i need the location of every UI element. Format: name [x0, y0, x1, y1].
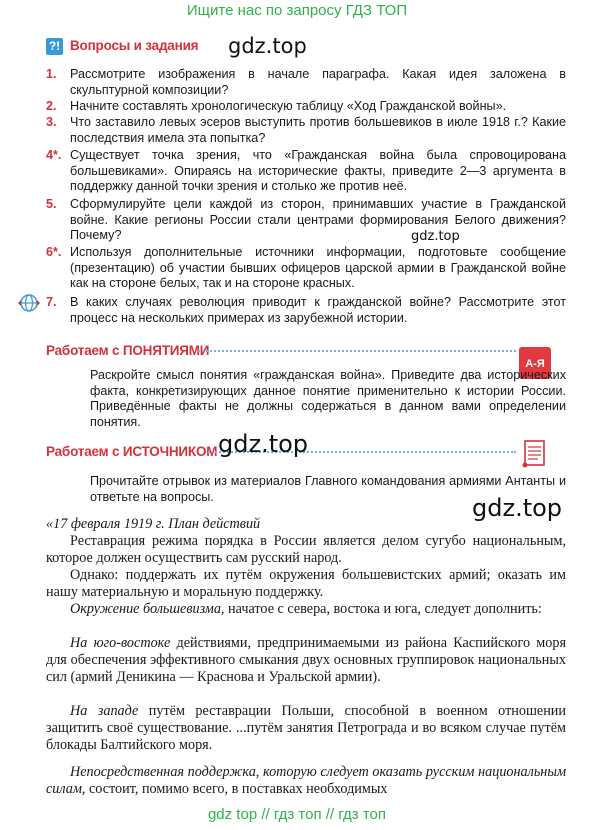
- bottom-banner: gdz top // гдз топ // гдз топ: [207, 806, 387, 823]
- source-paragraph-text: Реставрация режима порядка в России является делом сугубо национальным, которое должен осуществить сам русский народ.: [46, 533, 566, 566]
- source-paragraph-2: [46, 567, 566, 601]
- source-paragraph-text: начатое с севера, востока и юга, следует дополнить:: [224, 601, 542, 617]
- question-2: [46, 99, 566, 115]
- question-number: 4*.: [46, 148, 62, 162]
- concepts-title-prefix: Работаем с: [46, 343, 120, 358]
- source-italic-lead: На юго-востоке: [70, 635, 171, 651]
- question-number: 7.: [46, 295, 57, 309]
- source-italic-lead: На западе: [70, 703, 139, 719]
- source-italic-lead: Непосредственная поддержка, которую следует оказать русским национальным силам,: [46, 764, 566, 797]
- question-number: 6*.: [46, 245, 62, 259]
- question-6: [46, 245, 566, 292]
- concepts-divider: [198, 350, 516, 352]
- watermark-3: gdz.top: [218, 430, 309, 458]
- question-text: Существует точка зрения, что «Гражданская война была спровоцирована большевиками». Опираясь на исторические факты, приведите 2—3 аргумента в поддержку данной точки зрения и столько же против неё.: [70, 148, 566, 194]
- source-title-prefix: Работаем с: [46, 444, 120, 459]
- watermark-1: gdz.top: [228, 34, 307, 58]
- question-text: Что заставило левых эсеров выступить против большевиков в июле 1918 г.? Какие последствия имела эта попытка?: [70, 115, 566, 145]
- question-text: Сформулируйте цели каждой из сторон, принимавших участие в Гражданской войне. Какие регионы России стали центрами формирования Белого движения? Почему?: [70, 197, 566, 243]
- question-4: [46, 148, 566, 195]
- question-number: 1.: [46, 67, 57, 81]
- question-text: Рассмотрите изображения в начале параграфа. Какая идея заложена в скульптурной композиции?: [70, 67, 566, 97]
- source-paragraph-text: Однако: поддержать их путём окружения большевистских армий; оказать им нашу материальную и моральную поддержку.: [46, 567, 566, 600]
- source-paragraph-text: состоит, помимо всего, в поставках необходимых: [85, 780, 388, 797]
- source-paragraph-6: [46, 764, 566, 798]
- question-5: [46, 197, 566, 244]
- source-italic-lead: Окружение большевизма,: [70, 601, 225, 617]
- source-title-word: ИСТОЧНИКОМ: [122, 444, 218, 459]
- scroll-icon: [519, 438, 549, 468]
- question-text: Используя дополнительные источники информации, подготовьте сообщение (презентацию) об участии бывших офицеров царской армии в Гражданской войне как на стороне белых, так и на стороне красных.: [70, 245, 566, 291]
- watermark-4: gdz.top: [472, 494, 563, 522]
- concepts-text: Раскройте смысл понятия «гражданская война». Приведите два исторических факта, конкретизирующих данное понятие применительно к истории России. Приведённые факты не должны содержаться в данном вами определении понятия.: [90, 368, 566, 429]
- question-1: [46, 67, 566, 98]
- concepts-title: [46, 343, 209, 358]
- source-paragraph-5: [46, 703, 566, 753]
- concepts-title-word: ПОНЯТИЯМИ: [122, 343, 210, 358]
- question-3: [46, 115, 566, 146]
- question-number: 3.: [46, 115, 57, 129]
- globe-icon: [18, 292, 40, 314]
- question-number: 2.: [46, 99, 57, 113]
- question-text: Начните составлять хронологическую таблицу «Ход Гражданской войны».: [70, 99, 507, 113]
- source-paragraph-1: [46, 533, 566, 567]
- source-heading: «17 февраля 1919 г. План действий: [46, 516, 261, 532]
- question-7: [46, 295, 566, 326]
- question-number: 5.: [46, 197, 57, 211]
- source-paragraph-4: [46, 635, 566, 685]
- question-text: В каких случаях революция приводит к гражданской войне? Рассмотрите этот процесс на нескольких примерах из зарубежной истории.: [70, 295, 566, 325]
- source-paragraph-text: действиями, предпринимаемыми из района Каспийского моря для обеспечения эффективного смыкания двух основных группировок национальных сил (армий Деникина — Краснова и Уральской армии).: [46, 635, 567, 685]
- watermark-2: gdz.top: [411, 229, 460, 244]
- source-paragraph-text: путём реставрации Польши, способной в военном отношении защитить своё существование. ...путём занятия Петрограда и во всяком случае путём блокады Балтийского моря.: [46, 703, 566, 753]
- source-title: [46, 444, 217, 459]
- top-banner: Ищите нас по запросу ГДЗ ТОП: [186, 2, 408, 19]
- source-paragraph-3: [46, 601, 566, 618]
- question-icon: ?!: [46, 38, 63, 55]
- dictionary-icon: А-Я: [519, 347, 551, 379]
- questions-title: Вопросы и задания: [70, 38, 199, 53]
- source-intro: Прочитайте отрывок из материалов Главного командования армиями Антанты и ответьте на вопросы.: [90, 474, 566, 504]
